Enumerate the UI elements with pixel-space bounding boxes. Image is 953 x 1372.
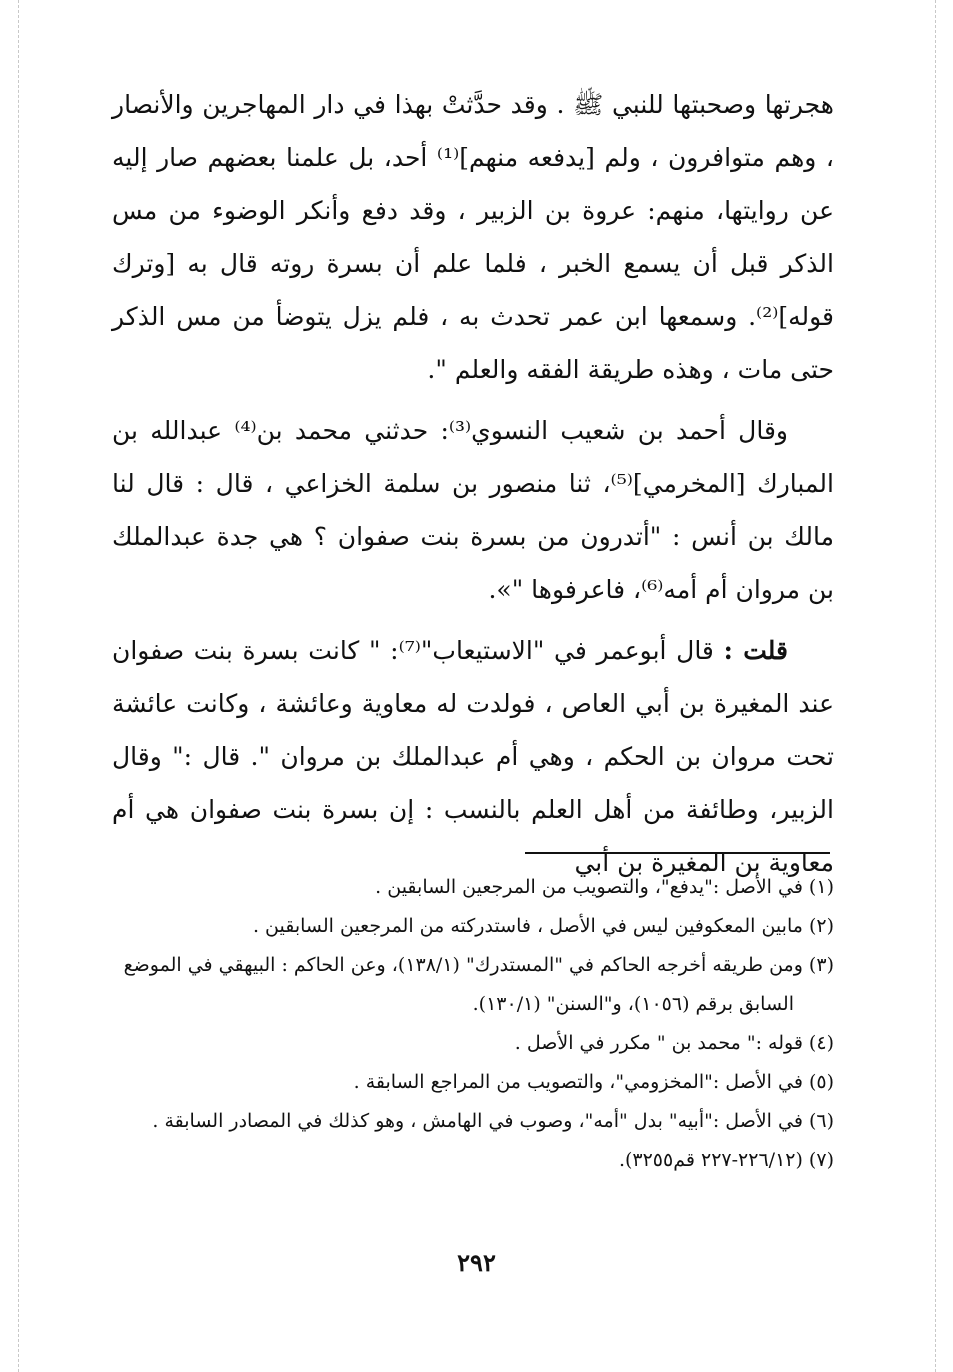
footnotes (112, 868, 834, 1180)
scan-edge-line-left (18, 0, 19, 1372)
page-number: ٢٩٢ (457, 1248, 496, 1277)
footnote-5: (٥) في الأصل :"المخزومي"، والتصويب من المراجع السابقة . (353, 1071, 834, 1093)
footnote-4: (٤) قوله :" محمد بن " مكرر في الأصل . (514, 1032, 834, 1054)
footnote-1: (١) في الأصل :"يدفع"، والتصويب من المرجعين السابقين . (375, 876, 834, 898)
footnote-6: (٦) في الأصل :"أبيه" بدل "أمه"، وصوب في الهامش ، وهو كذلك في المصادر السابقة . (152, 1110, 834, 1132)
scan-edge-line-right (935, 0, 936, 1372)
main-text (112, 78, 834, 889)
footnote-3: (٣) ومن طريقه أخرجه الحاكم في "المستدرك" (١٣٨/١)، وعن الحاكم : البيهقي في الموضع (123, 954, 834, 976)
footnote-3-continuation: السابق برقم (١٠٥٦)، و"السنن" (١٣٠/١). (472, 993, 794, 1015)
paragraph-1: هجرتها وصحبتها للنبي ﷺ . وقد حدَّثتْ بهذا في دار المهاجرين والأنصار ، وهم متوافرون ، ولم [يدفعه منهم]⁽¹⁾ أحد، بل علمنا بعضهم صار إليه عن روايتها، منهم: عروة بن الزبير ، وقد دفع وأنكر الوضوء من مس الذكر قبل أن يسمع الخبر ، فلما علم أن بسرة روته قال به [وترك قوله]⁽²⁾. وسمعها ابن عمر تحدث به ، فلم يزل يتوضأ من مس الذكر حتى مات ، وهذه طريقة الفقه والعلم ". (112, 90, 834, 384)
qult-label: قلت : (723, 636, 788, 665)
footnote-2: (٢) مابين المعكوفين ليس في الأصل ، فاستدركته من المرجعين السابقين . (252, 915, 834, 937)
paragraph-3 (112, 624, 834, 889)
qult-text: قال أبوعمر في "الاستيعاب"⁽⁷⁾: " كانت بسرة بنت صفوان عند المغيرة بن أبي العاص ، فولدت له معاوية وعائشة ، وكانت عائشة تحت مروان بن الحكم ، وهي أم عبدالملك بن مروان ". قال :" وقال الزبير، وطائفة من أهل العلم بالنسب : إن بسرة بنت صفوان هي أم معاوية بن المغيرة بن أبي (112, 636, 834, 877)
footnote-separator (525, 852, 830, 854)
paragraph-2: وقال أحمد بن شعيب النسوي⁽³⁾: حدثني محمد بن⁽⁴⁾ عبدالله بن المبارك [المخرمي]⁽⁵⁾، ثنا منصور بن سلمة الخزاعي ، قال : قال لنا مالك بن أنس : "أتدرون من بسرة بنت صفوان ؟ هي جدة عبدالملك بن مروان أم أمه⁽⁶⁾، فاعرفوها "». (112, 416, 834, 604)
footnote-7: (٧) (٢٢٦/١٢-٢٢٧ قم٣٢٥٥). (618, 1149, 834, 1171)
